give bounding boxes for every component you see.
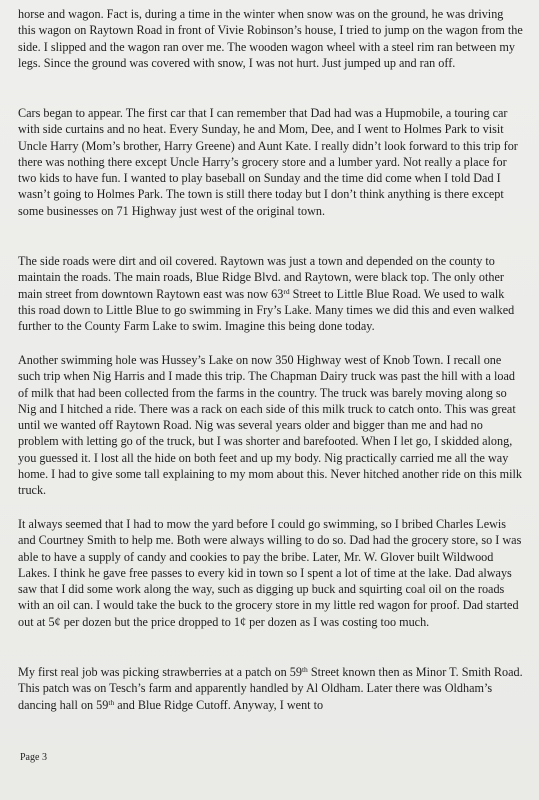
paragraph-side-roads [18, 253, 524, 334]
superscript-rd: rd [283, 286, 290, 296]
paragraph-text: Another swimming hole was Hussey’s Lake on now 350 Highway west of Knob Town. I recall one such trip when Nig Harris and I made this trip. The Chapman Dairy truck was past the hill with a load of milk that had been collected from the farms in the country. The truck was barely moving along so Nig and I hitched a ride. There was a rack on each side of this milk truck to catch onto. This was great until we wanted off Raytown Road. Nig was several years older and bigger than me and had no problem with letting go of the truck, but I was shorter and barefooted. When I let go, I skidded along, you guessed it. I lost all the hide on both feet and up my body. Nig practically carried me all the way home. I had to give some tall explaining to my mom about this. Never hitched another ride on this milk truck. [18, 353, 522, 498]
superscript-th: th [108, 697, 115, 707]
paragraph-husseys-lake [18, 352, 524, 499]
page-number: Page 3 [20, 752, 47, 763]
paragraph-text: Cars began to appear. The first car that I can remember that Dad had was a Hupmobile, a touring car with side curtains and no heat. Every Sunday, he and Mom, Dee, and I went to Holmes Park to visit Uncle Harry (Mom’s brother, Harry Greene) and Aunt Kate. I really didn’t look forward to this trip for there was nothing there except Uncle Harry’s grocery store and a lumber yard. Not really a place for two kids to have fun. I wanted to play baseball on Sunday and the time did come when I told Dad I wasn’t going to Holmes Park. The town is still there today but I don’t think anything is there except some businesses on 71 Highway just west of the original town. [18, 106, 518, 218]
paragraph-text: It always seemed that I had to mow the yard before I could go swimming, so I bribed Charles Lewis and Courtney Smith to help me. Both were always willing to do so. Dad had the grocery store, so I was able to have a supply of candy and cookies to pay the bribe. Later, Mr. W. Glover built Wildwood Lakes. I think he gave free passes to every kid in town so I spent a lot of time at the lake. Dad always saw that I did some work along the way, such as digging up buck and squirting coal oil on the roads with an oil can. I would take the buck to the grocery store in my little red wagon for proof. Dad started out at 5¢ per dozen but the price dropped to 1¢ per dozen as I was costing too much. [18, 517, 522, 629]
paragraph-text: Street known then as Minor T. Smith Road. This patch was on Tesch’s farm and apparently handled by Al Oldham. Later there was Oldham’s dancing hall on 59 [18, 665, 523, 712]
paragraph-text: The side roads were dirt and oil covered. Raytown was just a town and depended on the county to maintain the roads. The main roads, Blue Ridge Blvd. and Raytown, were black top. The only other main street from downtown Raytown east was now 63 [18, 254, 504, 301]
superscript-th: th [301, 665, 308, 674]
paragraph-text: horse and wagon. Fact is, during a time in the winter when snow was on the ground, he was driving this wagon on Raytown Road in front of Vivie Robinson’s house, I tried to jump on the wagon from the side. I slipped and the wagon ran over me. The wooden wagon wheel with a steel rim ran between my legs. Since the ground was covered with snow, I was not hurt. Just jumped up and ran off. [18, 7, 523, 70]
paragraph-text: Street to Little Blue Road. We used to walk this road down to Little Blue to go swimming in Fry’s Lake. Many times we did this and even walked further to the County Farm Lake to swim. Imagine this being done today. [18, 286, 515, 334]
paragraph-text: and Blue Ridge Cutoff. Anyway, I went to [114, 697, 324, 712]
paragraph-wagon-story [18, 6, 524, 71]
paragraph-text: My first real job was picking strawberries at a patch on 59 [18, 665, 302, 679]
paragraph-mowing-yard [18, 516, 524, 630]
paragraph-first-job [18, 664, 524, 713]
paragraph-cars-holmes-park [18, 105, 524, 219]
